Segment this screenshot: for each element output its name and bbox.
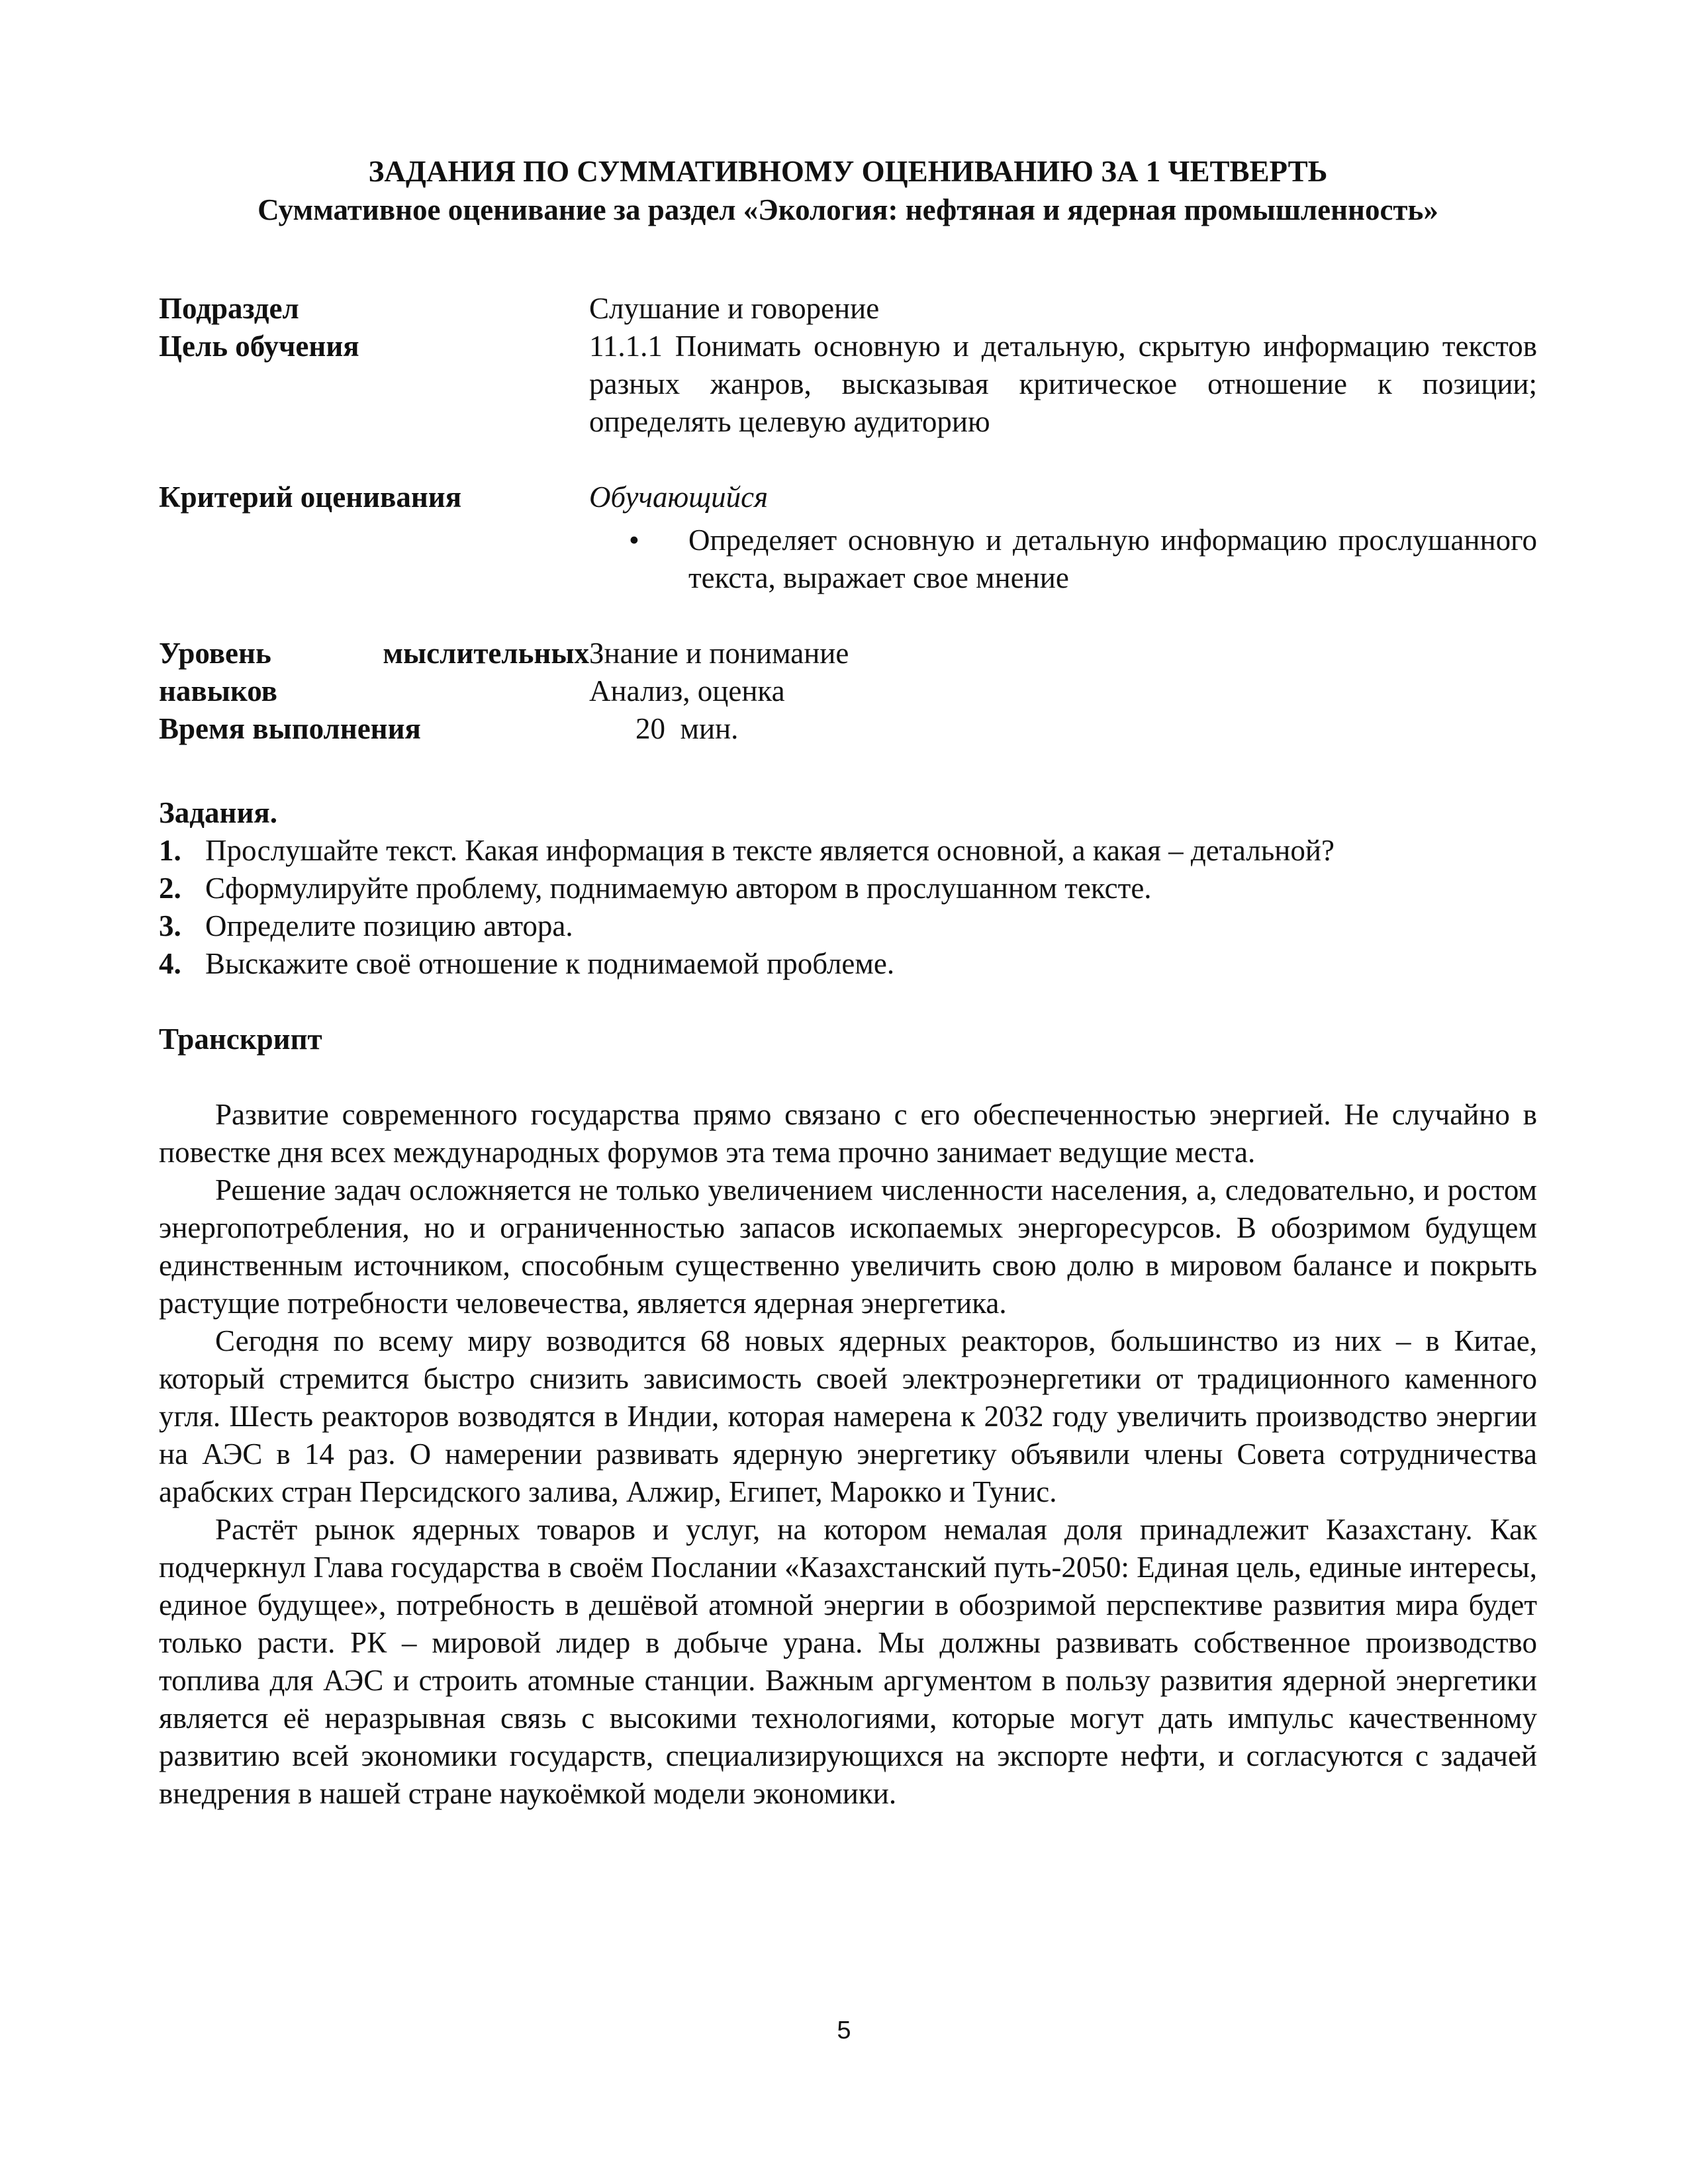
assessment-info xyxy=(159,290,1537,748)
goal-value: 11.1.1 Понимать основную и детальную, скрытую информацию текстов разных жанров, высказывая критическое отношение к позиции; определять целевую аудиторию xyxy=(589,330,1537,438)
task-item xyxy=(159,907,1537,945)
criterion-value xyxy=(589,478,1537,597)
transcript-paragraph: Сегодня по всему миру возводится 68 новых ядерных реакторов, большинство из них – в Китае, который стремится быстро снизить зависимость своей электроэнергетики от традиционного каменного угля. Шесть реакторов возводятся в Индии, которая намерена к 2032 году увеличить производство энергии на АЭС в 14 раз. О намерении развивать ядерную энергетику объявили члены Совета сотрудничества арабских стран Персидского залива, Алжир, Египет, Марокко и Тунис. xyxy=(159,1324,1537,1508)
transcript-paragraph: Развитие современного государства прямо связано с его обеспеченностью энергией. Не случайно в повестке дня всех международных форумов эта тема прочно занимает ведущие места. xyxy=(159,1098,1537,1169)
criterion-item: • Определяет основную и детальную информацию прослушанного текста, выражает свое мнение xyxy=(589,522,1537,597)
skills-value-2: Анализ, оценка xyxy=(589,674,785,707)
task-number: 2. xyxy=(159,872,181,905)
document-title: ЗАДАНИЯ ПО СУММАТИВНОМУ ОЦЕНИВАНИЮ ЗА 1 ЧЕТВЕРТЬ xyxy=(368,155,1328,188)
time-row xyxy=(159,710,1537,748)
tasks-heading: Задания. xyxy=(159,796,277,829)
skills-label: Уровень мыслительных навыков xyxy=(159,637,589,707)
criterion-label: Критерий оценивания xyxy=(159,480,462,514)
task-number: 1. xyxy=(159,834,181,867)
task-item xyxy=(159,832,1537,870)
transcript-paragraph: Растёт рынок ядерных товаров и услуг, на котором немалая доля принадлежит Казахстану. Как подчеркнул Глава государства в своём Послании «Казахстанский путь-2050: Единая цель, единые интересы, единое будущее», потребность в дешёвой атомной энергии в обозримой перспективе развития мира будет только расти. РК – мировой лидер в добыче урана. Мы должны развивать собственное производство топлива для АЭС и строить атомные станции. Важным аргументом в пользу развития ядерной энергетики является её неразрывная связь с высокими технологиями, которые могут дать импульс качественному развитию всей экономики государств, специализирующихся на экспорте нефти, и согласуются с задачей внедрения в нашей стране наукоёмкой модели экономики. xyxy=(159,1513,1537,1810)
document-subtitle: Суммативное оценивание за раздел «Экология: нефтяная и ядерная промышленность» xyxy=(258,193,1438,226)
criterion-list xyxy=(589,522,1537,597)
subsection-row xyxy=(159,290,1537,328)
transcript-heading: Транскрипт xyxy=(159,1023,322,1056)
skills-values xyxy=(589,635,1537,710)
task-text: Определите позицию автора. xyxy=(205,909,573,942)
task-number: 3. xyxy=(159,909,181,942)
task-item xyxy=(159,945,1537,983)
task-text: Прослушайте текст. Какая информация в тексте является основной, а какая – детальной? xyxy=(205,834,1335,867)
task-number: 4. xyxy=(159,947,181,980)
subsection-label: Подраздел xyxy=(159,292,299,325)
criterion-intro: Обучающийся xyxy=(589,480,769,514)
document-page xyxy=(159,152,1537,1813)
transcript-paragraph: Решение задач осложняется не только увеличением численности населения, а, следовательно, и ростом энергопотребления, но и ограниченностью запасов ископаемых энергоресурсов. В обозримом будущем единственным источником, способным существенно увеличить свою долю в мировом балансе и покрыть растущие потребности человечества, является ядерная энергетика. xyxy=(159,1173,1537,1320)
skills-row xyxy=(159,635,1537,710)
task-text: Выскажите своё отношение к поднимаемой проблеме. xyxy=(205,947,895,980)
page-number: 5 xyxy=(837,2017,851,2044)
time-label: Время выполнения xyxy=(159,712,421,745)
tasks-list xyxy=(159,832,1537,983)
task-item xyxy=(159,870,1537,907)
skills-value-1: Знание и понимание xyxy=(589,637,849,670)
criterion-row xyxy=(159,478,1537,597)
time-value: 20 мин. xyxy=(635,712,739,745)
goal-label: Цель обучения xyxy=(159,330,359,363)
subsection-value: Слушание и говорение xyxy=(589,292,880,325)
task-text: Сформулируйте проблему, поднимаемую автором в прослушанном тексте. xyxy=(205,872,1152,905)
goal-row xyxy=(159,328,1537,441)
transcript-body xyxy=(159,1096,1537,1813)
